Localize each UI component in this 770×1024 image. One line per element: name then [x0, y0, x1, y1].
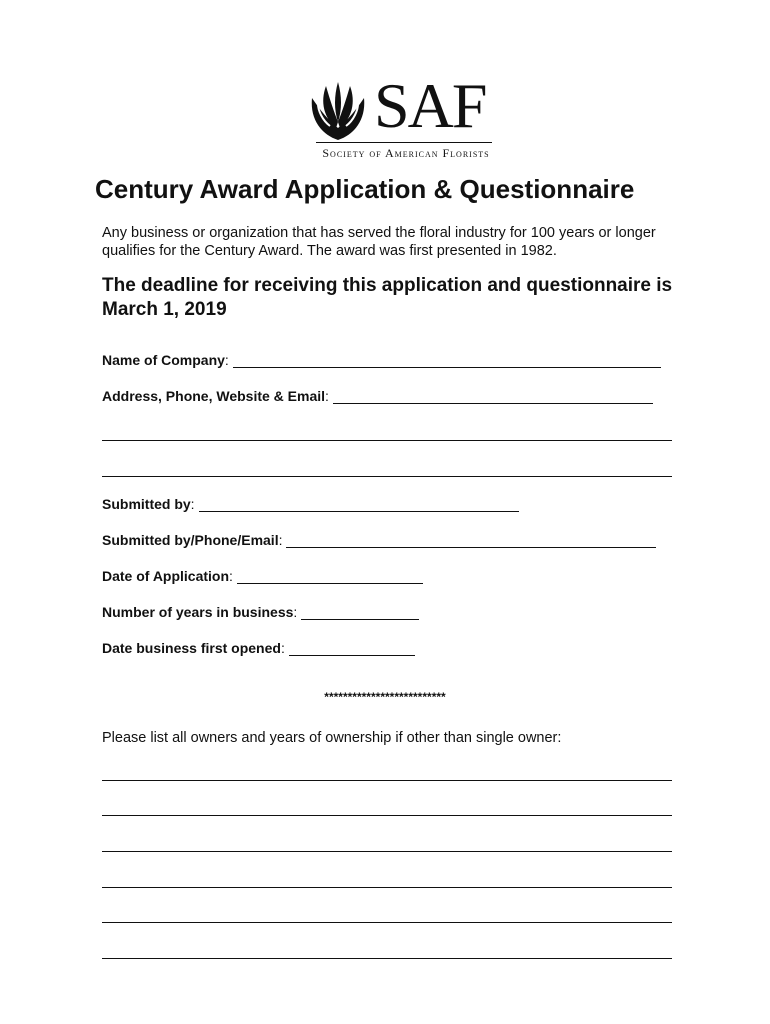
page-title: Century Award Application & Questionnaire — [95, 174, 635, 204]
submitted-contact-label: Submitted by/Phone/Email — [102, 532, 279, 548]
address-label: Address, Phone, Website & Email — [102, 388, 326, 404]
owners-line-2[interactable] — [102, 815, 672, 816]
address-line-3[interactable] — [102, 476, 672, 477]
address-field[interactable]: Address, Phone, Website & Email : — [102, 388, 653, 404]
company-name-line[interactable] — [233, 353, 661, 368]
company-name-field[interactable]: Name of Company : — [102, 352, 661, 368]
submitted-contact-field[interactable]: Submitted by/Phone/Email : — [102, 532, 656, 548]
address-line-2[interactable] — [102, 440, 672, 441]
date-application-line[interactable] — [237, 569, 423, 584]
owners-prompt: Please list all owners and years of ownership if other than single owner: — [102, 730, 562, 746]
date-application-label: Date of Application — [102, 568, 230, 584]
owners-line-1[interactable] — [102, 780, 672, 781]
date-opened-field[interactable]: Date business first opened : — [102, 640, 415, 656]
separator-stars: ************************** — [324, 690, 446, 704]
owners-line-5[interactable] — [102, 922, 672, 923]
deadline-notice: The deadline for receiving this application and questionnaire is March 1, 2019 — [102, 275, 673, 320]
submitted-by-field[interactable]: Submitted by : — [102, 496, 519, 512]
intro-text: Any business or organization that has served the floral industry for 100 years or longer qualifies for the Century Award. The award was first presented in 1982. — [102, 225, 656, 259]
owners-line-4[interactable] — [102, 887, 672, 888]
company-name-label: Name of Company — [102, 352, 225, 368]
owners-line-3[interactable] — [102, 851, 672, 852]
date-opened-line[interactable] — [289, 641, 415, 656]
date-application-field[interactable]: Date of Application : — [102, 568, 423, 584]
submitted-contact-line[interactable] — [286, 533, 656, 548]
saf-logo — [306, 70, 496, 166]
submitted-by-line[interactable] — [199, 497, 519, 512]
logo-subtitle: Society of American Florists — [322, 146, 490, 160]
logo-wordmark: SAF — [374, 70, 486, 141]
years-business-label: Number of years in business — [102, 604, 294, 620]
address-line[interactable] — [333, 389, 653, 404]
logo-rule — [316, 142, 492, 143]
date-opened-label: Date business first opened — [102, 640, 281, 656]
years-business-line[interactable] — [301, 605, 419, 620]
flower-leaf-logo-icon — [306, 80, 370, 144]
submitted-by-label: Submitted by — [102, 496, 191, 512]
owners-line-6[interactable] — [102, 958, 672, 959]
years-business-field[interactable]: Number of years in business : — [102, 604, 419, 620]
